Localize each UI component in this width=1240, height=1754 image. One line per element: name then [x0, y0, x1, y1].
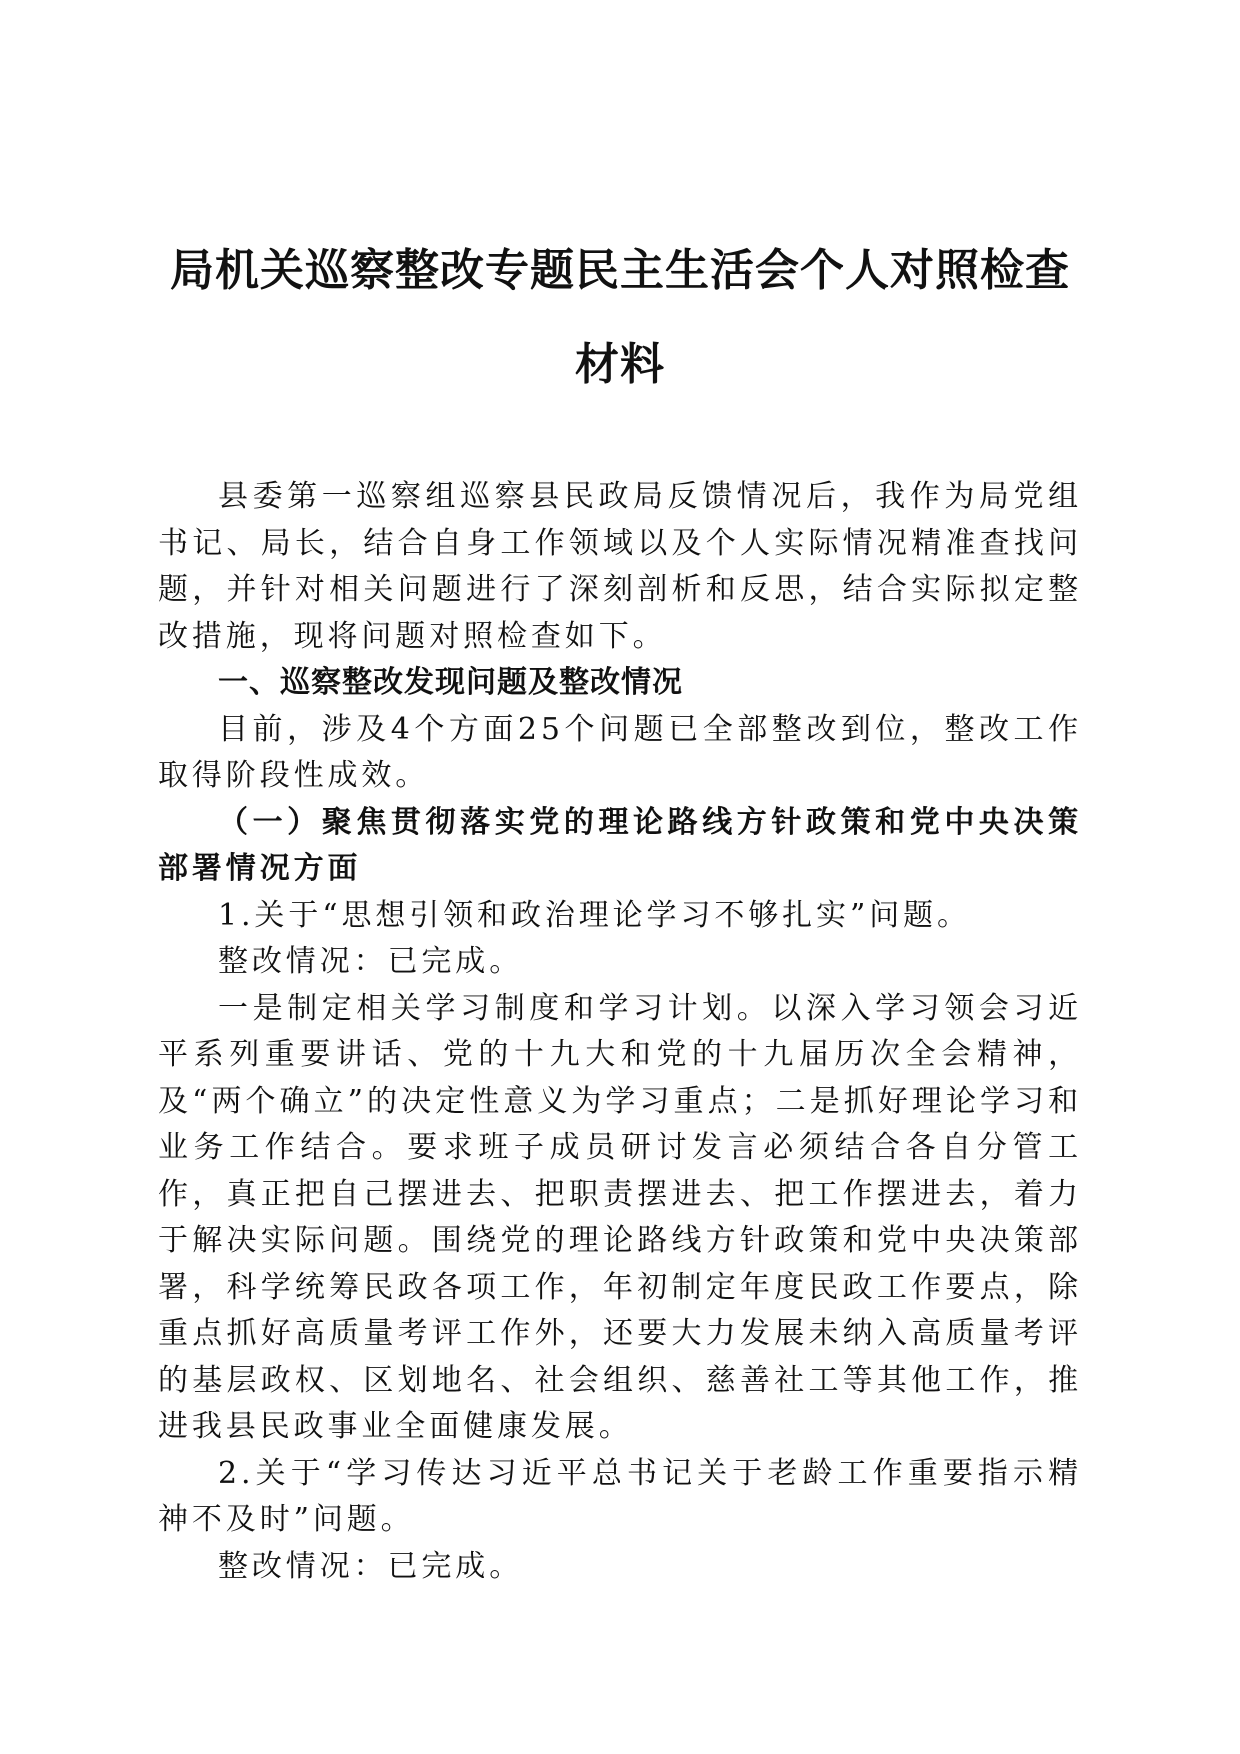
document-page — [158, 0, 1082, 1754]
title-line-2: 材料 — [575, 339, 665, 390]
issue-item-2: 2.关于“学习传达习近平总书记关于老龄工作重要指示精神不及时”问题。 — [158, 1455, 1082, 1537]
measures-paragraph-1: 一是制定相关学习制度和学习计划。以深入学习领会习近平系列重要讲话、党的十九大和党的十九届历次全会精神，及“两个确立”的决定性意义为学习重点；二是抓好理论学习和业务工作结合。要求班子成员研讨发言必须结合各自分管工作，真正把自己摆进去、把职责摆进去、把工作摆进去，着力于解决实际问题。围绕党的理论路线方针政策和党中央决策部署，科学统筹民政各项工作，年初制定年度民政工作要点，除重点抓好高质量考评工作外，还要大力发展未纳入高质量考评的基层政权、区划地名、社会组织、慈善社工等其他工作，推进我县民政事业全面健康发展。 — [158, 990, 1082, 1444]
rectification-status-1: 整改情况：已完成。 — [218, 944, 524, 979]
document-body — [158, 474, 1082, 1590]
status-paragraph: 目前，涉及4个方面25个问题已全部整改到位，整改工作取得阶段性成效。 — [158, 711, 1082, 793]
section-heading-1: 一、巡察整改发现问题及整改情况 — [218, 665, 683, 700]
subsection-heading-1: （一）聚焦贯彻落实党的理论路线方针政策和党中央决策部署情况方面 — [158, 804, 1082, 886]
rectification-status-2: 整改情况：已完成。 — [218, 1548, 524, 1584]
title-line-1: 局机关巡察整改专题民主生活会个人对照检查 — [170, 245, 1070, 296]
issue-item-1: 1.关于“思想引领和政治理论学习不够扎实”问题。 — [218, 897, 971, 933]
document-title — [158, 224, 1082, 412]
intro-paragraph: 县委第一巡察组巡察县民政局反馈情况后，我作为局党组书记、局长，结合自身工作领域以及个人实际情况精准查找问题，并针对相关问题进行了深刻剖析和反思，结合实际拟定整改措施，现将问题对照检查如下。 — [158, 479, 1082, 654]
